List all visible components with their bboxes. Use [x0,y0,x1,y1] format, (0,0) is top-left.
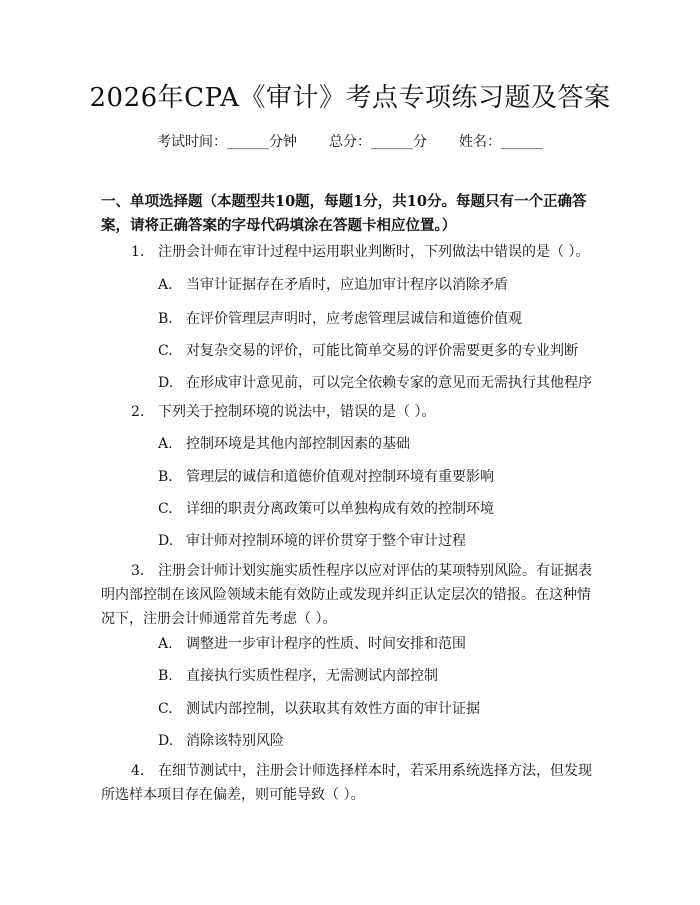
option-letter: A. [158,436,173,452]
question-text: 注册会计师在审计过程中运用职业判断时，下列做法中错误的是（ ）。 [158,244,590,260]
question-2 [101,400,601,424]
option-text: 在形成审计意见前，可以完全依赖专家的意见而无需执行其他程序 [186,375,592,391]
question-1 [101,240,601,264]
option-letter: B. [158,469,173,485]
question-3 [101,559,601,631]
option-3c[interactable] [158,699,598,719]
option-3b[interactable] [158,666,598,686]
question-number: 2. [131,404,145,420]
option-text: 调整进一步审计程序的性质、时间安排和范围 [186,636,466,652]
option-1a[interactable] [158,275,598,295]
option-letter: C. [158,343,173,359]
option-letter: D. [158,375,174,391]
name-label: 姓名：______ [459,134,543,150]
option-1b[interactable] [158,309,598,329]
question-number: 4. [131,763,145,779]
total-score-label: 总分：______分 [329,134,427,150]
option-letter: A. [158,277,173,293]
option-letter: D. [158,733,174,749]
question-4 [101,759,601,807]
option-1c[interactable] [158,341,598,361]
option-1d[interactable] [158,373,598,393]
option-letter: A. [158,636,173,652]
option-text: 当审计证据存在矛盾时，应追加审计程序以消除矛盾 [186,277,508,293]
option-letter: B. [158,311,173,327]
option-2a[interactable] [158,434,598,454]
option-text: 直接执行实质性程序，无需测试内部控制 [186,668,438,684]
option-3a[interactable] [158,634,598,654]
section-heading-single-choice: 一、单项选择题（本题型共10题，每题1分，共10分。每题只有一个正确答案，请将正确答案的字母代码填涂在答题卡相应位置。） [101,193,587,234]
question-text: 下列关于控制环境的说法中，错误的是（ ）。 [158,404,436,420]
option-letter: C. [158,701,173,717]
question-number: 1. [131,244,145,260]
question-text: 注册会计师计划实施实质性程序以应对评估的某项特别风险。有证据表明内部控制在该风险领域未能有效防止或发现并纠正认定层次的错报。在这种情况下，注册会计师通常首先考虑（ ）。 [101,563,592,627]
option-text: 对复杂交易的评价，可能比简单交易的评价需要更多的专业判断 [186,343,578,359]
exam-meta [0,132,700,152]
option-2b[interactable] [158,467,598,487]
option-2d[interactable] [158,531,598,551]
option-text: 测试内部控制，以获取其有效性方面的审计证据 [186,701,480,717]
option-text: 审计师对控制环境的评价贯穿于整个审计过程 [186,533,466,549]
option-2c[interactable] [158,499,598,519]
page-title: 2026年CPA《审计》考点专项练习题及答案 [89,83,611,113]
option-text: 在评价管理层声明时，应考虑管理层诚信和道德价值观 [186,311,522,327]
option-text: 管理层的诚信和道德价值观对控制环境有重要影响 [186,469,494,485]
exam-time-label: 考试时间：______分钟 [157,134,297,150]
option-text: 控制环境是其他内部控制因素的基础 [186,436,410,452]
option-letter: B. [158,668,173,684]
question-text: 在细节测试中，注册会计师选择样本时，若采用系统选择方法，但发现所选样本项目存在偏差，则可能导致（ ）。 [101,763,592,803]
option-text: 详细的职责分离政策可以单独构成有效的控制环境 [186,501,494,517]
option-text: 消除该特别风险 [186,733,284,749]
option-letter: D. [158,533,174,549]
option-letter: C. [158,501,173,517]
option-3d[interactable] [158,731,598,751]
question-number: 3. [131,563,145,579]
